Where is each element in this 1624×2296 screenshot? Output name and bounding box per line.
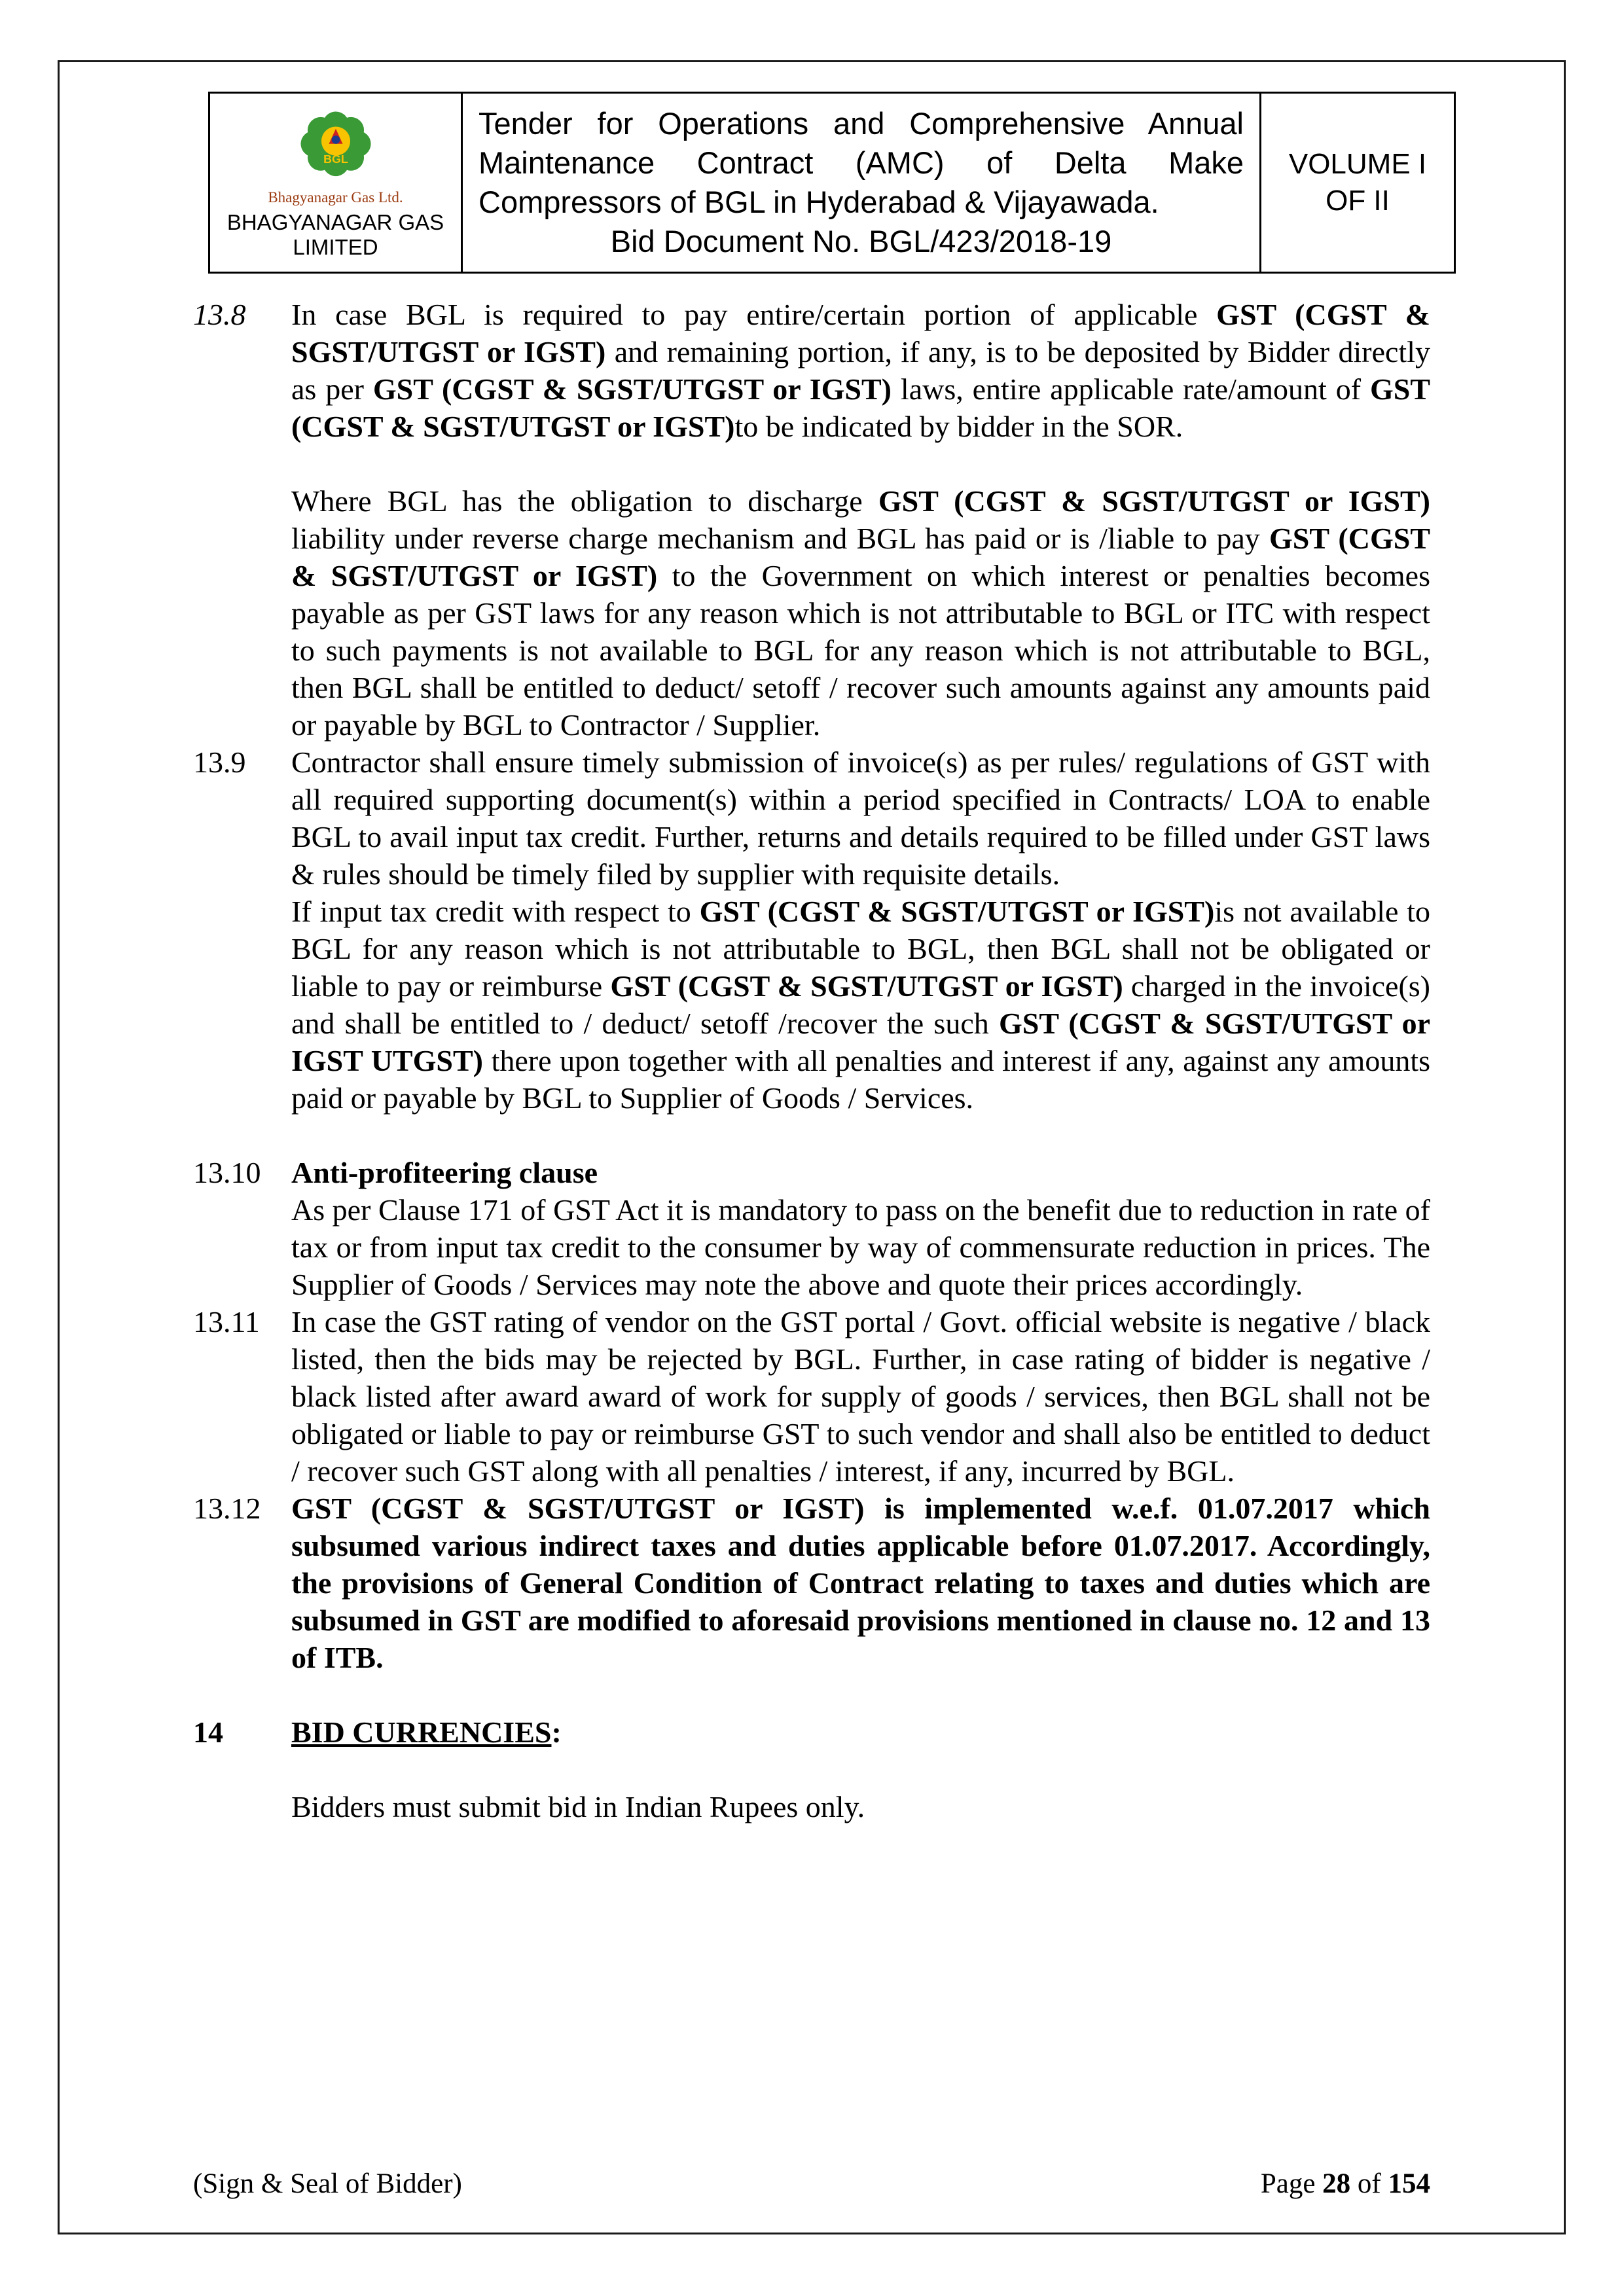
text-segment: GST (CGST & SGST/UTGST or IGST) <box>372 372 892 406</box>
text-segment: GST (CGST & SGST/UTGST or IGST) <box>610 969 1123 1003</box>
clause-14 <box>193 1713 1430 1825</box>
text-segment: In case BGL is required to pay entire/certain portion of applicable <box>291 298 1217 331</box>
clause-text <box>291 296 1430 744</box>
text-segment: to the Government on which interest or penalties becomes payable as per GST laws for any reason which is not attributable to BGL or ITC with respect to such payments is not available to BGL for any reason which is not attributable to BGL, then BGL shall be entitled to deduct/ setoff / recover such amounts against any amounts paid or payable by BGL to Contractor / Supplier. <box>291 559 1430 742</box>
text-segment: laws, entire applicable rate/amount of <box>892 372 1370 406</box>
volume-cell <box>1259 94 1454 272</box>
text-segment: In case the GST rating of vendor on the GST portal / Govt. official website is negative / black listed, then the bids may be rejected by BGL. Further, in case rating of bidder is negative / black listed after award award of work for supply of goods / services, then BGL shall not be obligated or liable to pay or reimburse GST to such vendor and shall also be entitled to deduct / recover such GST along with all penalties / interest, if any, incurred by BGL. <box>291 1305 1430 1488</box>
text-segment: GST (CGST & SGST/UTGST or IGST) <box>291 298 1430 368</box>
clause-13.12 <box>193 1490 1430 1676</box>
logo-caption: Bhagyanagar Gas Ltd. <box>268 189 403 206</box>
paragraph <box>291 893 1430 1117</box>
footer <box>193 2168 1430 2200</box>
company-name: BHAGYANAGAR GAS LIMITED <box>226 210 444 259</box>
paragraph <box>291 1154 1430 1191</box>
clause-13.10 <box>193 1154 1430 1303</box>
clause-number: 13.8 <box>193 298 246 331</box>
paragraph <box>291 744 1430 893</box>
text-segment: there upon together with all penalties and interest if any, against any amounts paid or payable by BGL to Supplier of Goods / Services. <box>291 1044 1431 1115</box>
paragraph <box>291 482 1430 744</box>
logo-monogram: BGL <box>323 152 348 166</box>
header-table <box>208 92 1456 274</box>
text-segment: : <box>551 1715 562 1749</box>
paragraph <box>291 296 1430 445</box>
paragraph <box>291 1788 1430 1825</box>
paragraph <box>291 1303 1430 1490</box>
bgl-logo-icon <box>295 105 377 188</box>
document-title: Tender for Operations and Comprehensive Annual Maintenance Contract (AMC) of Delta Make Compressors of BGL in Hyderabad & Vijayawada. <box>478 106 1244 219</box>
page-number: 28 <box>1322 2168 1351 2199</box>
clause-number: 13.12 <box>193 1492 261 1525</box>
page-total: 154 <box>1388 2168 1430 2199</box>
text-segment: BID CURRENCIES <box>291 1715 552 1749</box>
text-segment: Where BGL has the obligation to discharge <box>291 484 878 518</box>
text-segment: GST (CGST & SGST/UTGST or IGST) <box>291 372 1430 443</box>
paragraph <box>291 1713 1430 1751</box>
clause-text <box>291 744 1430 1117</box>
clause-number: 14 <box>193 1715 223 1749</box>
title-cell <box>461 94 1259 272</box>
page-word: Page <box>1260 2168 1323 2199</box>
logo-cell <box>210 94 461 272</box>
clause-text <box>291 1713 1430 1825</box>
clause-number: 13.9 <box>193 745 246 779</box>
text-segment: to be indicated by bidder in the SOR. <box>734 410 1183 443</box>
sign-seal-label: (Sign & Seal of Bidder) <box>193 2168 462 2199</box>
clause-number: 13.11 <box>193 1305 260 1338</box>
volume-line2: OF II <box>1326 185 1390 217</box>
bid-document-number: Bid Document No. BGL/423/2018-19 <box>610 224 1112 259</box>
clause-text <box>291 1490 1430 1676</box>
text-segment: As per Clause 171 of GST Act it is mandatory to pass on the benefit due to reduction in rate of tax or from input tax credit to the consumer by way of commensurate reduction in prices. The Supplier of Goods / Services may note the above and quote their prices accordingly. <box>291 1193 1430 1301</box>
text-segment: Contractor shall ensure timely submission of invoice(s) as per rules/ regulations of GST with all required supporting document(s) within a period specified in Contracts/ LOA to enable BGL to avail input tax credit. Further, returns and details required to be filled under GST laws & rules should be timely filed by supplier with requisite details. <box>291 745 1430 891</box>
text-segment: GST (CGST & SGST/UTGST or IGST) <box>291 522 1431 592</box>
text-segment: Anti-profiteering clause <box>291 1156 598 1189</box>
paragraph <box>291 1191 1430 1303</box>
text-segment: and remaining portion, if any, is to be deposited by Bidder directly as per <box>291 335 1430 406</box>
text-segment: GST (CGST & SGST/UTGST or IGST) <box>699 895 1215 928</box>
text-segment: Bidders must submit bid in Indian Rupees only. <box>291 1790 865 1823</box>
text-segment: GST (CGST & SGST/UTGST or IGST) is implemented w.e.f. 01.07.2017 which subsumed various indirect taxes and duties applicable before 01.07.2017. Accordingly, the provisions of General Condition of Contract relating to taxes and duties which are subsumed in GST are modified to aforesaid provisions mentioned in clause no. 12 and 13 of ITB. <box>291 1492 1430 1674</box>
clause-13.8 <box>193 296 1430 744</box>
text-segment: GST (CGST & SGST/UTGST or IGST) <box>878 484 1430 518</box>
text-segment: charged in the invoice(s) and shall be entitled to / deduct/ setoff /recover the such <box>291 969 1430 1040</box>
clauses <box>193 296 1430 1825</box>
clause-text <box>291 1303 1430 1490</box>
page-of-word: of <box>1350 2168 1388 2199</box>
clause-number: 13.10 <box>193 1156 261 1189</box>
text-segment: is not available to BGL for any reason which is not attributable to BGL, then BGL shall not be obligated or liable to pay or reimburse <box>291 895 1430 1003</box>
text-segment: liability under reverse charge mechanism and BGL has paid or is /liable to pay <box>291 522 1270 555</box>
clause-13.9 <box>193 744 1430 1117</box>
text-segment: GST (CGST & SGST/UTGST or IGST UTGST) <box>291 1007 1430 1077</box>
page-indicator <box>1261 2168 1430 2200</box>
paragraph <box>291 1490 1430 1676</box>
clause-13.11 <box>193 1303 1430 1490</box>
volume-line1: VOLUME I <box>1288 148 1427 180</box>
clause-text <box>291 1154 1430 1303</box>
text-segment: If input tax credit with respect to <box>291 895 700 928</box>
